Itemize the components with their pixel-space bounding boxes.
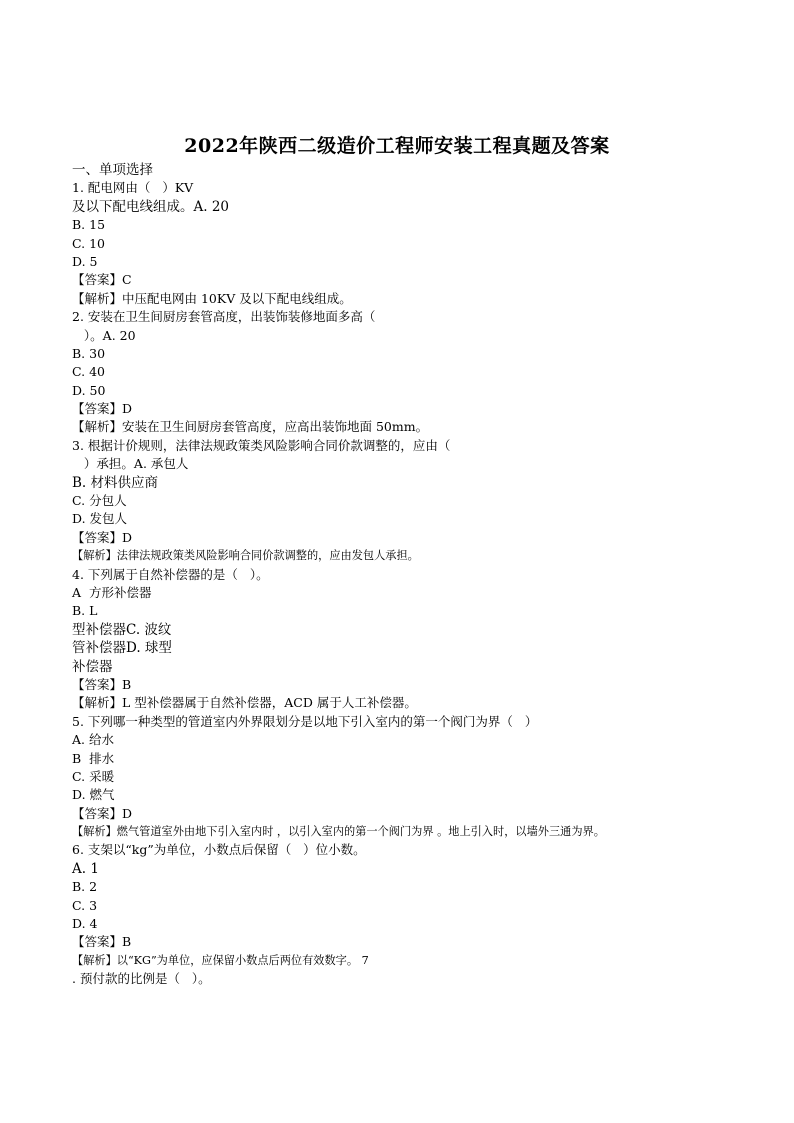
text-line: 一、单项选择 xyxy=(72,162,153,178)
text-line: A. 1 xyxy=(72,860,99,877)
text-line: B. 2 xyxy=(72,879,98,895)
text-line: 【答案】B xyxy=(72,934,132,950)
text-line: A. 给水 xyxy=(72,732,114,748)
text-line: C. 采暖 xyxy=(72,768,115,784)
text-line: C. 分包人 xyxy=(72,493,127,509)
text-line: D. 50 xyxy=(72,382,106,398)
text-line: 【答案】C xyxy=(72,272,132,288)
text-line: 【答案】D xyxy=(72,401,133,417)
text-line: ）承担。A. 承包人 xyxy=(72,456,189,472)
text-line: 6. 支架以“kg”为单位，小数点后保留（ ）位小数。 xyxy=(72,842,366,858)
text-line: 型补偿器C. 波纹 xyxy=(72,621,172,638)
text-line: B. 15 xyxy=(72,217,106,233)
text-line: 5. 下列哪一种类型的管道室内外界限划分是以地下引入室内的第一个阀门为界（ ） xyxy=(72,713,538,729)
text-line: 4. 下列属于自然补偿器的是（ ）。 xyxy=(72,566,269,582)
text-line: 3. 根据计价规则，法律法规政策类风险影响合同价款调整的，应由（ xyxy=(72,437,451,453)
text-line: D. 发包人 xyxy=(72,511,128,527)
text-line: B. L xyxy=(72,603,98,619)
text-line: 【解析】以“KG”为单位，应保留小数点后两位有效数字。 7 xyxy=(72,953,369,967)
text-line: 【解析】安装在卫生间厨房套管高度，应高出装饰地面 50mm。 xyxy=(72,419,429,435)
text-line: B. 材料供应商 xyxy=(72,474,159,491)
text-line: . 预付款的比例是（ ）。 xyxy=(72,971,211,987)
text-line: C. 40 xyxy=(72,364,105,380)
text-line: ）。A. 20 xyxy=(72,327,136,343)
document-title: 2022年陕西二级造价工程师安装工程真题及答案 xyxy=(184,135,610,157)
text-line: 【解析】燃气管道室外由地下引入室内时 ，以引入室内的第一个阀门为界 。地上引入时，以墙外三通为界。 xyxy=(72,825,605,839)
text-line: D. 5 xyxy=(72,253,98,269)
text-line: D. 燃气 xyxy=(72,787,115,803)
text-line: C. 10 xyxy=(72,235,105,251)
document-body xyxy=(72,161,772,989)
text-line: A 方形补偿器 xyxy=(72,584,152,600)
text-line: 2. 安装在卫生间厨房套管高度，出装饰装修地面多高（ xyxy=(72,309,376,325)
text-line: 【解析】中压配电网由 10KV 及以下配电线组成。 xyxy=(72,290,352,306)
text-line: 管补偿器D. 球型 xyxy=(72,640,172,657)
text-line: 【解析】L 型补偿器属于自然补偿器，ACD 属于人工补偿器。 xyxy=(72,695,417,711)
text-line: 补偿器 xyxy=(72,658,113,675)
text-line: B. 30 xyxy=(72,345,106,361)
text-line: 【解析】法律法规政策类风险影响合同价款调整的，应由发包人承担。 xyxy=(72,549,419,563)
text-line: 【答案】D xyxy=(72,805,133,821)
text-line: B 排水 xyxy=(72,750,115,766)
text-line: 【答案】B xyxy=(72,676,132,692)
text-line: 及以下配电线组成。A. 20 xyxy=(72,198,230,215)
text-line: D. 4 xyxy=(72,916,98,932)
text-line: 【答案】D xyxy=(72,529,133,545)
text-line: 1. 配电网由（ ）KV xyxy=(72,180,194,196)
text-line: C. 3 xyxy=(72,897,98,913)
